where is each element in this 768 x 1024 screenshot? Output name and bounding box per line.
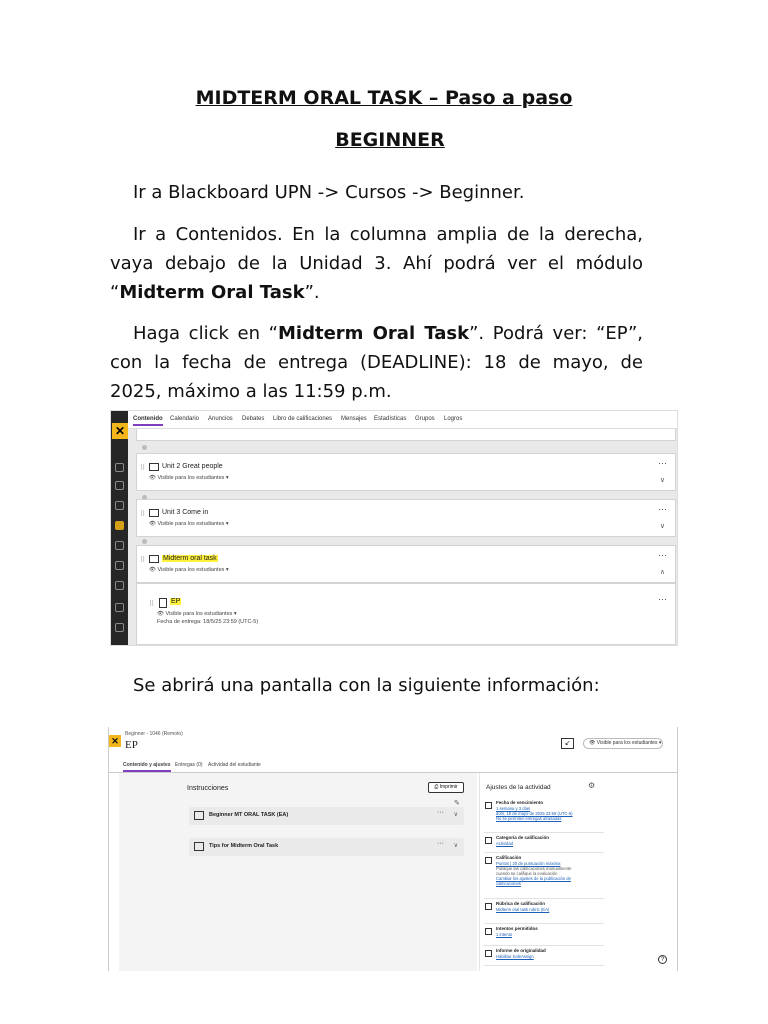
chevron-down-icon[interactable]: ∨	[453, 843, 458, 849]
instructions-panel	[119, 773, 477, 971]
calendar-icon[interactable]	[115, 541, 124, 550]
module-name-bold-2: Midterm Oral Task	[278, 323, 470, 344]
more-options-icon[interactable]: ···	[437, 809, 444, 816]
file-icon	[194, 842, 204, 851]
nav-groups[interactable]: Grupos	[415, 416, 435, 422]
grades-icon[interactable]	[115, 581, 124, 590]
logout-icon[interactable]	[115, 623, 124, 632]
assignment-ep-item[interactable]	[136, 583, 676, 645]
card-title-highlighted[interactable]: Midterm oral task	[163, 555, 217, 562]
content-icon[interactable]	[115, 521, 124, 530]
nav-gradebook[interactable]: Libro de calificaciones	[273, 416, 333, 422]
tab-bar	[109, 759, 678, 773]
nav-calendar[interactable]: Calendario	[170, 416, 200, 422]
tab-content-settings[interactable]: Contenido y ajustes	[123, 762, 171, 772]
unit-icon	[149, 509, 159, 517]
settings-line[interactable]: 1 semana y 3 días	[496, 806, 531, 811]
settings-section	[484, 835, 604, 853]
unit-icon	[149, 463, 159, 471]
separator-dot	[142, 539, 147, 544]
settings-section-title: Categoría de calificación	[496, 835, 550, 840]
settings-section	[484, 855, 604, 899]
module-name-bold: Midterm Oral Task	[119, 282, 305, 303]
page-title: EP	[125, 739, 138, 751]
chevron-down-icon[interactable]: ∨	[659, 523, 665, 530]
course-nav	[128, 411, 677, 429]
screenshot-assignment-detail	[108, 727, 678, 971]
instructions-heading: Instrucciones	[187, 785, 229, 792]
course-sidebar	[111, 411, 128, 646]
file-icon	[194, 811, 204, 820]
settings-icon	[485, 903, 492, 910]
nav-analytics[interactable]: Estadísticas	[374, 416, 407, 422]
close-icon[interactable]: ✕	[112, 423, 128, 439]
globe-icon[interactable]	[115, 501, 124, 510]
chevron-up-icon[interactable]: ∧	[659, 569, 665, 576]
content-card-unit-3[interactable]	[136, 499, 676, 537]
settings-heading: Ajustes de la actividad	[486, 784, 551, 791]
more-options-icon[interactable]: ···	[658, 504, 667, 514]
attachment-item[interactable]	[189, 838, 464, 856]
settings-section-title: Calificación	[496, 855, 522, 860]
settings-icon	[485, 837, 492, 844]
print-button[interactable]: ⎙ Imprimir	[428, 782, 464, 793]
settings-section-title: Informe de originalidad	[496, 948, 546, 953]
doc-subtitle: BEGINNER	[335, 129, 445, 151]
help-icon[interactable]: ?	[658, 955, 667, 964]
eye-visible-label[interactable]: 👁 Visible para los estudiantes ▾	[149, 475, 229, 481]
screenshot-course-content	[110, 410, 678, 646]
breadcrumb: Beginner - 1046 (Remoto)	[125, 731, 183, 737]
assignment-title[interactable]: EP	[171, 598, 181, 605]
user-icon[interactable]	[115, 481, 124, 490]
settings-line[interactable]: 1 intento	[496, 932, 513, 937]
chevron-down-icon[interactable]: ∨	[659, 477, 665, 484]
drag-handle-icon[interactable]: ⠿	[140, 465, 146, 472]
separator-dot	[142, 445, 147, 450]
settings-line[interactable]: Cambiar los ajustes de la publicación de	[496, 876, 571, 881]
attachment-item[interactable]	[189, 807, 464, 825]
more-options-icon[interactable]: ···	[437, 840, 444, 847]
content-card-unit-2[interactable]	[136, 453, 676, 491]
settings-icon	[485, 950, 492, 957]
settings-line: cuando se califique la evaluación	[496, 871, 558, 876]
settings-section	[484, 800, 604, 833]
edit-icon[interactable]: ✎	[454, 800, 460, 807]
eye-visible-label[interactable]: 👁 Visible para los estudiantes ▾	[149, 567, 229, 573]
card-title[interactable]: Unit 3 Come in	[162, 509, 209, 516]
more-options-icon[interactable]: ···	[658, 594, 667, 604]
settings-line[interactable]: calificaciones	[496, 881, 521, 886]
more-options-icon[interactable]: ···	[658, 550, 667, 560]
settings-line[interactable]: dom, 18 de mayo de 2025 23:59 (UTC-5)	[496, 811, 573, 816]
doc-title: MIDTERM ORAL TASK – Paso a paso	[195, 87, 573, 109]
drag-handle-icon[interactable]: ⠿	[140, 511, 146, 518]
drag-handle-icon[interactable]: ⠿	[149, 601, 155, 608]
nav-achievements[interactable]: Logros	[444, 416, 463, 422]
gear-icon[interactable]: ⚙	[588, 781, 596, 790]
activity-settings-panel	[479, 773, 677, 971]
step-3-paragraph: Haga click en “Midterm Oral Task”. Podrá ver: “EP”, con la fecha de entrega (DEADLINE): 18 de mayo, de 2025, máximo a las 11:59 p.m.	[110, 323, 644, 402]
eye-visible-label[interactable]: 👁 Visible para los estudiantes ▾	[149, 521, 229, 527]
settings-line[interactable]: Midterm oral task rubric (EA)	[496, 907, 550, 912]
nav-announcements[interactable]: Anuncios	[208, 416, 233, 422]
settings-icon	[485, 928, 492, 935]
step-1-paragraph: Ir a Blackboard UPN -> Cursos -> Beginner.	[133, 182, 525, 203]
chevron-down-icon[interactable]: ∨	[453, 812, 458, 818]
drag-handle-icon[interactable]: ⠿	[140, 557, 146, 564]
card-title[interactable]: Unit 2 Great people	[162, 463, 223, 470]
more-options-icon[interactable]: ···	[658, 458, 667, 468]
nav-content[interactable]: Contenido	[133, 416, 163, 426]
content-card-partial	[136, 429, 676, 441]
content-card-midterm[interactable]	[136, 545, 676, 583]
settings-section-title: Intentos permitidos	[496, 926, 538, 931]
step-4-paragraph: Se abrirá una pantalla con la siguiente información:	[133, 675, 600, 696]
settings-line[interactable]: Habilitar SafeAssign	[496, 954, 534, 959]
settings-line[interactable]: No se permiten entregas atrasadas	[496, 816, 562, 821]
settings-icon	[485, 857, 492, 864]
nav-messages[interactable]: Mensajes	[341, 416, 367, 422]
nav-discussions[interactable]: Debates	[242, 416, 265, 422]
visibility-dropdown[interactable]: 👁 Visible para los estudiantes ▾	[583, 738, 663, 749]
step-2-paragraph: Ir a Contenidos. En la columna amplia de la derecha, vaya debajo de la Unidad 3. Ahí podrá ver el módulo “Midterm Oral Task”.	[110, 224, 643, 303]
settings-section	[484, 948, 604, 966]
attachment-label[interactable]: Tips for Midterm Oral Task	[209, 843, 279, 849]
tools-icon[interactable]	[115, 603, 124, 612]
tab-submissions[interactable]: Entregas (0)	[175, 762, 203, 768]
settings-icon	[485, 802, 492, 809]
settings-section	[484, 901, 604, 924]
tab-student-activity[interactable]: Actividad del estudiante	[208, 762, 261, 768]
eye-visible-label[interactable]: 👁 Visible para los estudiantes ▾	[157, 611, 237, 617]
attachment-label[interactable]: Beginner MT ORAL TASK (EA)	[209, 812, 289, 818]
settings-section-title: Rúbrica de calificación	[496, 901, 546, 906]
document-icon	[159, 598, 167, 608]
sidebar-icon[interactable]	[115, 463, 124, 472]
close-icon[interactable]: ✕	[109, 735, 121, 747]
settings-section-title: Fecha de vencimiento	[496, 800, 544, 805]
mail-icon[interactable]	[115, 561, 124, 570]
due-date: Fecha de entrega: 18/5/25 23:59 (UTC-5)	[157, 619, 259, 625]
settings-line: Publique las calificaciones manualmente	[496, 866, 572, 871]
settings-line[interactable]: Puntos | 20 de puntuación máxima	[496, 861, 561, 866]
unit-icon	[149, 555, 159, 563]
expand-icon[interactable]: ↙	[561, 738, 574, 749]
settings-section	[484, 926, 604, 946]
settings-line[interactable]: Actividad	[496, 841, 513, 846]
